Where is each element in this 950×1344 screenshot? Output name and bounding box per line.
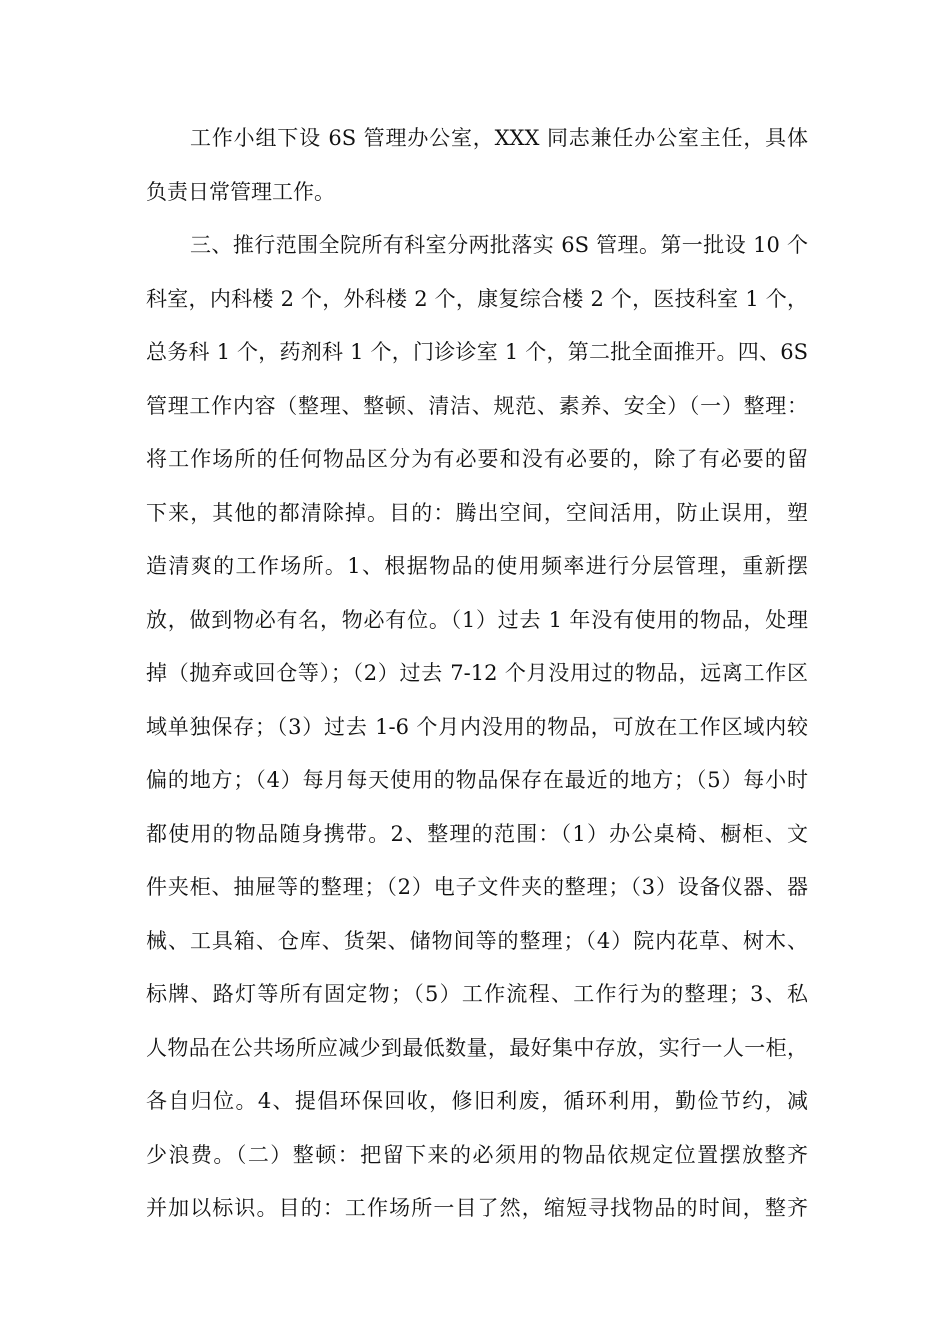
text-line: 标牌、路灯等所有固定物；（5）工作流程、工作行为的整理；3、私: [146, 982, 808, 1006]
body-text: [146, 112, 808, 1236]
text-line: 造清爽的工作场所。1、根据物品的使用频率进行分层管理，重新摆: [146, 554, 808, 578]
text-line: 域单独保存；（3）过去 1-6 个月内没用的物品，可放在工作区域内较: [146, 714, 808, 739]
text-line: 都使用的物品随身携带。2、整理的范围：（1）办公桌椅、橱柜、文: [146, 821, 808, 846]
text-line: 偏的地方；（4）每月每天使用的物品保存在最近的地方；（5）每小时: [146, 768, 808, 792]
text-line: 械、工具箱、仓库、货架、储物间等的整理；（4）院内花草、树木、: [146, 928, 808, 953]
text-line: 并加以标识。目的：工作场所一目了然，缩短寻找物品的时间，整齐: [146, 1196, 808, 1220]
text-line: 各自归位。4、提倡环保回收，修旧利废，循环利用，勤俭节约，减: [146, 1089, 808, 1113]
text-line: 将工作场所的任何物品区分为有必要和没有必要的，除了有必要的留: [146, 447, 808, 471]
text-line: 人物品在公共场所应减少到最低数量，最好集中存放，实行一人一柜，: [146, 1035, 808, 1060]
text-line: 件夹柜、抽屉等的整理；（2）电子文件夹的整理；（3）设备仪器、器: [146, 875, 808, 899]
text-line: 少浪费。（二）整顿：把留下来的必须用的物品依规定位置摆放整齐: [146, 1142, 808, 1167]
text-line: 下来，其他的都清除掉。目的：腾出空间，空间活用，防止误用，塑: [146, 500, 808, 525]
text-line: 掉（抛弃或回仓等）；（2）过去 7-12 个月没用过的物品，远离工作区: [146, 661, 808, 685]
text-line: 负责日常管理工作。: [146, 179, 335, 204]
text-line: 科室，内科楼 2 个，外科楼 2 个，康复综合楼 2 个，医技科室 1 个，: [146, 286, 808, 311]
text-line: 放，做到物必有名，物必有位。（1）过去 1 年没有使用的物品，处理: [146, 607, 808, 632]
text-line: 总务科 1 个，药剂科 1 个，门诊诊室 1 个，第二批全面推开。四、6S: [146, 340, 808, 364]
text-line: 管理工作内容（整理、整顿、清洁、规范、素养、安全）（一）整理：: [146, 393, 808, 418]
text-line: 三、推行范围全院所有科室分两批落实 6S 管理。第一批设 10 个: [190, 233, 808, 257]
text-line: 工作小组下设 6S 管理办公室，XXX 同志兼任办公室主任，具体: [190, 126, 808, 150]
